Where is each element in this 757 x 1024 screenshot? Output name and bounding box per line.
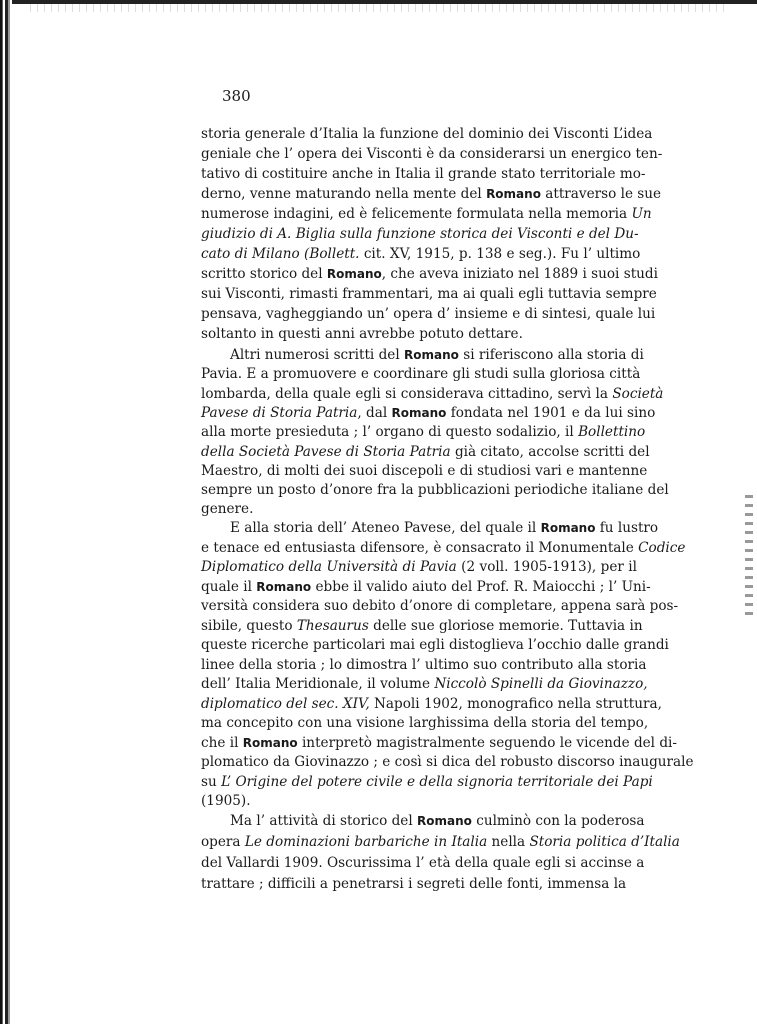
text-line bbox=[201, 875, 637, 894]
text-line bbox=[201, 617, 643, 636]
text-run: soltanto in questi anni avrebbe potuto dettare. bbox=[201, 326, 523, 342]
text-line bbox=[201, 325, 637, 344]
italic-title: Diplomatico della Università di Pavia bbox=[201, 559, 457, 575]
text-run: cit. XV, 1915, p. 138 e seg.). Fu l’ ultimo bbox=[359, 246, 641, 262]
text-run: già citato, accolse scritti del bbox=[450, 443, 650, 460]
bold-name: Romano bbox=[486, 187, 541, 201]
text-run: derno, venne maturando nella mente del bbox=[201, 186, 487, 202]
text-line bbox=[230, 519, 659, 538]
text-run: , dal bbox=[357, 404, 392, 421]
text-line bbox=[201, 734, 677, 753]
text-run: alla morte presieduta ; l’ organo di questo sodalizio, il bbox=[201, 424, 579, 441]
text-line bbox=[201, 404, 656, 423]
text-run: che il bbox=[201, 734, 243, 751]
text-line bbox=[230, 346, 644, 365]
text-line bbox=[201, 365, 641, 384]
text-run: ebbe il valido aiuto del Prof. R. Maiocchi ; l’ Uni- bbox=[311, 578, 651, 595]
text-run: lombarda, della quale egli si considerava cittadino, servì la bbox=[201, 385, 613, 402]
italic-title: giudizio di A. Biglia sulla funzione storica dei Visconti e del Du- bbox=[201, 226, 639, 242]
text-run: sempre un posto d’onore fra la pubblicazioni periodiche italiane del bbox=[201, 482, 669, 499]
italic-title: diplomatico del sec. XIV, bbox=[201, 695, 370, 712]
text-run: sui Visconti, rimasti frammentari, ma ai quali egli tuttavia sempre bbox=[201, 286, 657, 302]
italic-title: L’ Origine del potere civile e della signoria territoriale dei Papi bbox=[221, 773, 653, 790]
bold-name: Romano bbox=[242, 735, 298, 750]
text-run: fondata nel 1901 e da lui sino bbox=[446, 404, 656, 421]
text-run: trattare ; difficili a penetrarsi i segreti delle fonti, immensa la bbox=[201, 876, 627, 892]
text-line bbox=[201, 462, 648, 481]
text-run: attraverso le sue bbox=[540, 186, 662, 202]
text-run: queste ricerche particolari mai egli distoglieva l’occhio dalle grandi bbox=[201, 637, 669, 653]
text-run: dell’ Italia Meridionale, il volume bbox=[201, 676, 435, 692]
text-line bbox=[201, 225, 637, 244]
text-run: ma concepito con una visione larghissima della storia del tempo, bbox=[201, 715, 649, 731]
text-run: linee della storia ; lo dimostra l’ ultimo suo contributo alla storia bbox=[201, 656, 647, 673]
text-line bbox=[201, 205, 652, 224]
text-line bbox=[201, 500, 637, 519]
bold-name: Romano bbox=[256, 579, 312, 594]
text-run: , che aveva iniziato nel 1889 i suoi studi bbox=[381, 266, 658, 282]
text-run: plomatico da Giovinazzo ; e così si dica del robusto discorso inaugurale bbox=[201, 754, 694, 770]
text-line bbox=[201, 792, 637, 811]
text-line bbox=[201, 185, 662, 204]
text-run: nella bbox=[487, 834, 530, 850]
italic-title: Bollettino bbox=[578, 424, 646, 441]
text-line bbox=[230, 812, 645, 831]
text-line bbox=[201, 539, 686, 558]
text-run: Napoli 1902, monografico nella struttura, bbox=[369, 695, 662, 712]
text-line bbox=[201, 714, 649, 733]
text-run: si riferiscono alla storia di bbox=[458, 347, 644, 363]
text-line bbox=[201, 656, 647, 675]
bold-name: Romano bbox=[326, 267, 382, 281]
text-line bbox=[201, 597, 679, 616]
italic-title: della Società Pavese di Storia Patria bbox=[201, 443, 451, 460]
italic-title: Storia politica d’Italia bbox=[529, 834, 680, 850]
text-line bbox=[201, 753, 694, 772]
text-line bbox=[201, 578, 651, 597]
text-line bbox=[201, 675, 648, 694]
italic-title: cato di Milano (Bollett. bbox=[201, 246, 360, 262]
italic-title: Thesaurus bbox=[296, 617, 369, 634]
text-run: (2 voll. 1905-1913), per il bbox=[456, 559, 637, 575]
text-run: Maestro, di molti dei suoi discepoli e di studiosi vari e mantenne bbox=[201, 462, 648, 479]
bold-name: Romano bbox=[540, 521, 596, 535]
text-run: (1905). bbox=[201, 793, 251, 809]
italic-title: Società bbox=[612, 385, 664, 402]
italic-title: Un bbox=[631, 206, 652, 222]
text-line bbox=[201, 305, 656, 324]
text-run: geniale che l’ opera dei Visconti è da considerarsi un energico ten- bbox=[201, 146, 663, 162]
text-run: su bbox=[201, 773, 222, 790]
text-run: sibile, questo bbox=[201, 617, 297, 634]
text-line bbox=[201, 481, 669, 500]
text-run: Pavia. E a promuovere e coordinare gli studi sulla gloriosa città bbox=[201, 366, 641, 383]
scan-binding-edge bbox=[0, 0, 12, 1024]
text-run: delle sue gloriose memorie. Tuttavia in bbox=[368, 617, 643, 634]
italic-title: Pavese di Storia Patria bbox=[201, 404, 358, 421]
text-line bbox=[201, 854, 645, 873]
bold-name: Romano bbox=[404, 348, 459, 362]
bold-name: Romano bbox=[417, 814, 472, 828]
text-line bbox=[201, 695, 662, 714]
text-line bbox=[201, 165, 646, 184]
text-line bbox=[201, 385, 664, 404]
text-line bbox=[201, 636, 669, 655]
text-run: versità considera suo debito d’onore di completare, appena sarà pos- bbox=[201, 598, 679, 614]
text-line bbox=[201, 145, 663, 164]
text-line bbox=[201, 558, 637, 577]
text-line bbox=[201, 833, 680, 852]
text-run: fu lustro bbox=[595, 520, 659, 536]
page-number: 380 bbox=[222, 87, 251, 105]
bold-name: Romano bbox=[391, 405, 447, 420]
text-run: tativo di costituire anche in Italia il grande stato territoriale mo- bbox=[201, 166, 646, 182]
italic-title: Le dominazioni barbariche in Italia bbox=[244, 834, 488, 850]
text-run: numerose indagini, ed è felicemente formulata nella memoria bbox=[201, 206, 632, 222]
text-line bbox=[201, 245, 641, 264]
text-run: E alla storia dell’ Ateneo Pavese, del quale il bbox=[230, 520, 541, 536]
text-run: storia generale d’Italia la funzione del dominio dei Visconti L’idea bbox=[201, 126, 653, 142]
text-run: e tenace ed entusiasta difensore, è consacrato il Monumentale bbox=[201, 539, 639, 556]
text-line bbox=[201, 773, 653, 792]
text-run: del Vallardi 1909. Oscurissima l’ età della quale egli si accinse a bbox=[201, 855, 645, 871]
scan-right-marks bbox=[745, 495, 753, 615]
text-run: pensava, vagheggiando un’ opera d’ insieme e di sintesi, quale lui bbox=[201, 306, 656, 322]
text-run: Altri numerosi scritti del bbox=[230, 347, 405, 363]
scan-speckle bbox=[30, 4, 730, 12]
text-line bbox=[201, 265, 658, 284]
text-run: interpretò magistralmente seguendo le vicende del di- bbox=[297, 734, 677, 751]
text-line bbox=[201, 125, 653, 144]
italic-title: Codice bbox=[638, 539, 686, 556]
text-line bbox=[201, 443, 650, 462]
text-run: Ma l’ attività di storico del bbox=[230, 813, 418, 829]
text-run: scritto storico del bbox=[201, 266, 327, 282]
text-run: genere. bbox=[201, 501, 254, 518]
text-line bbox=[201, 423, 646, 442]
text-run: opera bbox=[201, 834, 245, 850]
text-run: quale il bbox=[201, 578, 257, 595]
text-line bbox=[201, 285, 657, 304]
italic-title: Niccolò Spinelli da Giovinazzo, bbox=[434, 676, 648, 692]
text-run: culminò con la poderosa bbox=[471, 813, 645, 829]
